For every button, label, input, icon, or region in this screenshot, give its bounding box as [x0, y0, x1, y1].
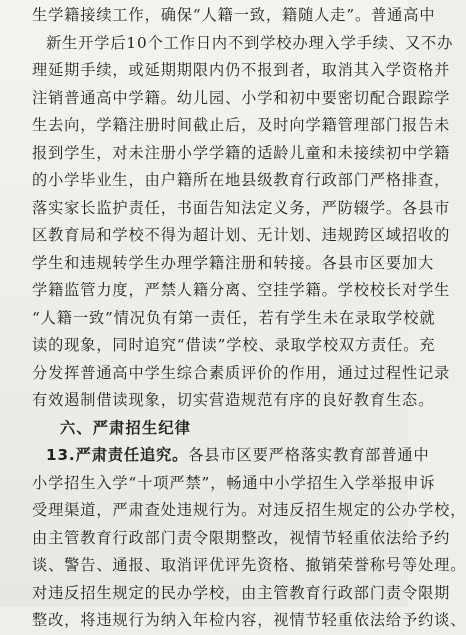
text-line: 落实家长监护责任，书面告知法定义务，严防辍学。各县市: [32, 198, 451, 217]
text-line: 谈、警告、通报、取消评优评先资格、撤销荣誉称号等处理。: [32, 556, 466, 574]
text-line: 区教育局和学校不得为超计划、无计划、违规跨区域招收的: [32, 226, 451, 244]
text-line: 学籍监管力度，严禁人籍分离、空挂学籍。学校校长对学生: [32, 281, 451, 299]
paragraph-13-lead: 13.严肃责任追究。: [46, 446, 189, 464]
text-line: 有效遏制借读现象，切实营造规范有序的良好教育生态。: [32, 391, 435, 409]
text-line: “人籍一致”情况负有第一责任，若有学生未在录取学校就: [32, 308, 436, 327]
text-line: 注销普通高中学籍。幼儿园、小学和初中要密切配合跟踪学: [32, 88, 451, 107]
text-line: 小学招生入学“十项严禁”，畅通中小学招生入学举报申诉: [32, 473, 436, 492]
text-line: 分发挥普通高中学生综合素质评价的作用，通过过程性记录: [32, 363, 451, 382]
text-line: 报到学生，对未注册小学学籍的适龄儿童和未接续初中学籍: [32, 143, 451, 162]
text-line: 理延期手续，或延期期限内仍不报到者，取消其入学资格并: [32, 61, 451, 79]
section-heading: 六、严肃招生纪律: [60, 418, 192, 437]
text-line: 由主管教育行政部门责令限期整改，视情节轻重依法给予约: [32, 528, 451, 547]
text-line: 整改，将违规行为纳入年检内容，视情节轻重依法给予约谈、: [32, 611, 466, 629]
text-line: 生去向，学籍注册时间截止后，及时向学籍管理部门报告未: [32, 116, 451, 134]
text-line: 受理渠道，严肃查处违规行为。对违反招生规定的公办学校，: [32, 501, 466, 519]
text-line: 对违反招生规定的民办学校，由主管教育行政部门责令限期: [32, 583, 451, 602]
text-line: 新生开学后10个工作日内不到学校办理入学手续、又不办: [46, 33, 454, 52]
text-line: 生学籍接续工作，确保“人籍一致，籍随人走”。普通高中: [32, 6, 436, 24]
text-line: 的小学毕业生，由户籍所在地县级教育行政部门严格排查，: [32, 171, 451, 189]
text-line: 读的现象，同时追究“借读”学校、录取学校双方责任。充: [32, 336, 436, 354]
paragraph-13-first-line: [32, 442, 430, 470]
paragraph-13-first-line-rest: 各县市区要严格落实教育部普通中: [188, 446, 430, 464]
text-line: 学生和违规转学生办理学籍注册和转接。各县市区要加大: [32, 253, 435, 272]
document-text: [0, 2, 466, 635]
